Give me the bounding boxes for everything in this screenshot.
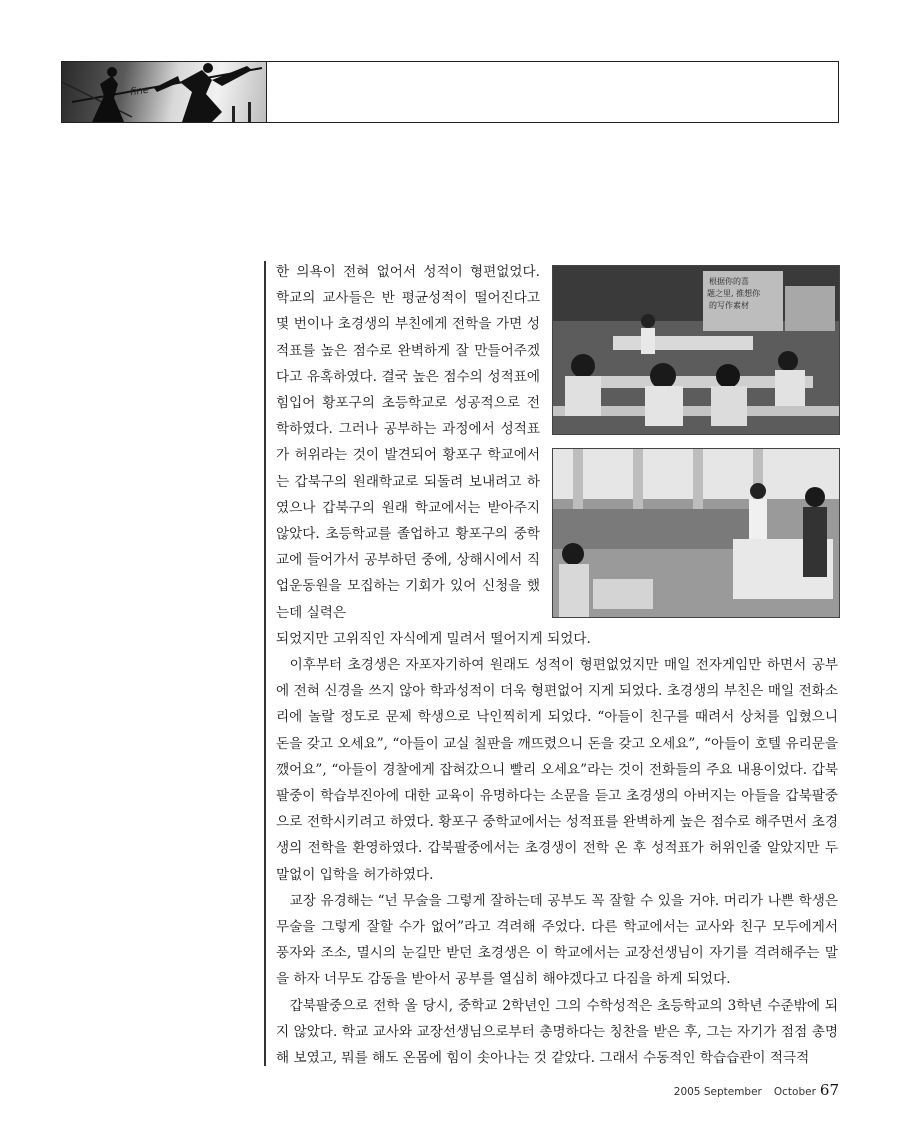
- article-narrow-column: [276, 259, 540, 626]
- paragraph-1: 한 의욕이 전혀 없어서 성적이 형편없었다. 학교의 교사들은 반 평균성적이 떨어진다고 몇 번이나 초경생의 부친에게 전학을 가면 성적표를 높은 점수로 완벽하게 잘 만들어주겠다고 유혹하였다. 결국 높은 점수의 성적표에 힘입어 황포구의 초등학교로 성공적으로 전학하였다. 그러나 공부하는 과정에서 성적표가 허위라는 것이 발견되어 황포구 학교에서는 갑북구의 원래학교로 되돌려 보내려고 하였으나 갑북구의 원래 학교에서는 받아주지 않았다. 초등학교를 졸업하고 황포구의 중학교에 들어가서 공부하던 중에, 상해시에서 직업운동원을 모집하는 기회가 있어 신청을 했는데 실력은: [276, 264, 540, 621]
- page-number: 67: [819, 1081, 839, 1099]
- article-wide-column: [276, 626, 838, 1071]
- board-text-3: 的写作素材: [709, 301, 749, 310]
- athlete-silhouette-icon: [62, 62, 266, 122]
- paragraph-4: 갑북팔중으로 전학 올 당시, 중학교 2학년인 그의 수학성적은 초등학교의 3학년 수준밖에 되지 않았다. 학교 교사와 교장선생님으로부터 총명하다는 칭찬을 받은 후, 그는 자기가 점점 총명해 보였고, 뭐를 해도 온몸에 힘이 솟아나는 것 같았다. 그래서 수동적인 학습습관이 적극적: [276, 997, 838, 1067]
- header-banner: [61, 61, 839, 123]
- board-text-2: 题之里, 推想你: [707, 289, 761, 298]
- footer-month-2: October: [773, 1086, 816, 1098]
- page-footer: [674, 1081, 839, 1099]
- column-rule: [264, 261, 266, 1066]
- banner-logo-text: fine: [129, 84, 150, 99]
- header-athlete-photo: [62, 62, 267, 122]
- paragraph-3: 교장 유경해는 “넌 무술을 그렇게 잘하는데 공부도 꼭 잘할 수 있을 거야. 머리가 나쁜 학생은 무술을 그렇게 잘할 수가 없어”라고 격려해 주었다. 다른 학교에서는 교사와 친구 모두에게서 풍자와 조소, 멸시의 눈길만 받던 초경생은 이 학교에서는 교장선생님이 자기를 격려해주는 말을 하자 너무도 감동을 받아서 공부를 열심히 해야겠다고 다짐을 하게 되었다.: [276, 892, 838, 988]
- article-body: [276, 259, 838, 1071]
- paragraph-2: 이후부터 초경생은 자포자기하여 원래도 성적이 형편없었지만 매일 전자게임만 하면서 공부에 전혀 신경을 쓰지 않아 학과성적이 더욱 형편없어 지게 되었다. 초경생의 부친은 매일 전화소리에 놀랄 정도로 문제 학생으로 낙인찍히게 되었다. “아들이 친구를 때려서 상처를 입혔으니 돈을 갖고 오세요”, “아들이 교실 칠판을 깨뜨렸으니 돈을 갖고 오세요”, “아들이 호텔 유리문을 깼어요”, “아들이 경찰에게 잡혀갔으니 빨리 오세요”라는 것이 전화들의 주요 내용이었다. 갑북팔중이 학습부진아에 대한 교육이 유명하다는 소문을 듣고 초경생의 아버지는 아들을 갑북팔중으로 전학시키려고 하였다. 황포구 중학교에서는 성적표를 완벽하게 높은 점수로 해주면서 초경생의 전학을 환영하였다. 갑북팔중에서는 초경생이 전학 온 후 성적표가 허위인줄 알았지만 두말없이 입학을 허가하였다.: [276, 657, 838, 883]
- board-text-1: 根据你的喜: [709, 277, 749, 286]
- paragraph-1-continuation: 되었지만 고위직인 자식에게 밀려서 떨어지게 되었다.: [276, 630, 591, 647]
- footer-month-1: 2005 September: [673, 1086, 762, 1098]
